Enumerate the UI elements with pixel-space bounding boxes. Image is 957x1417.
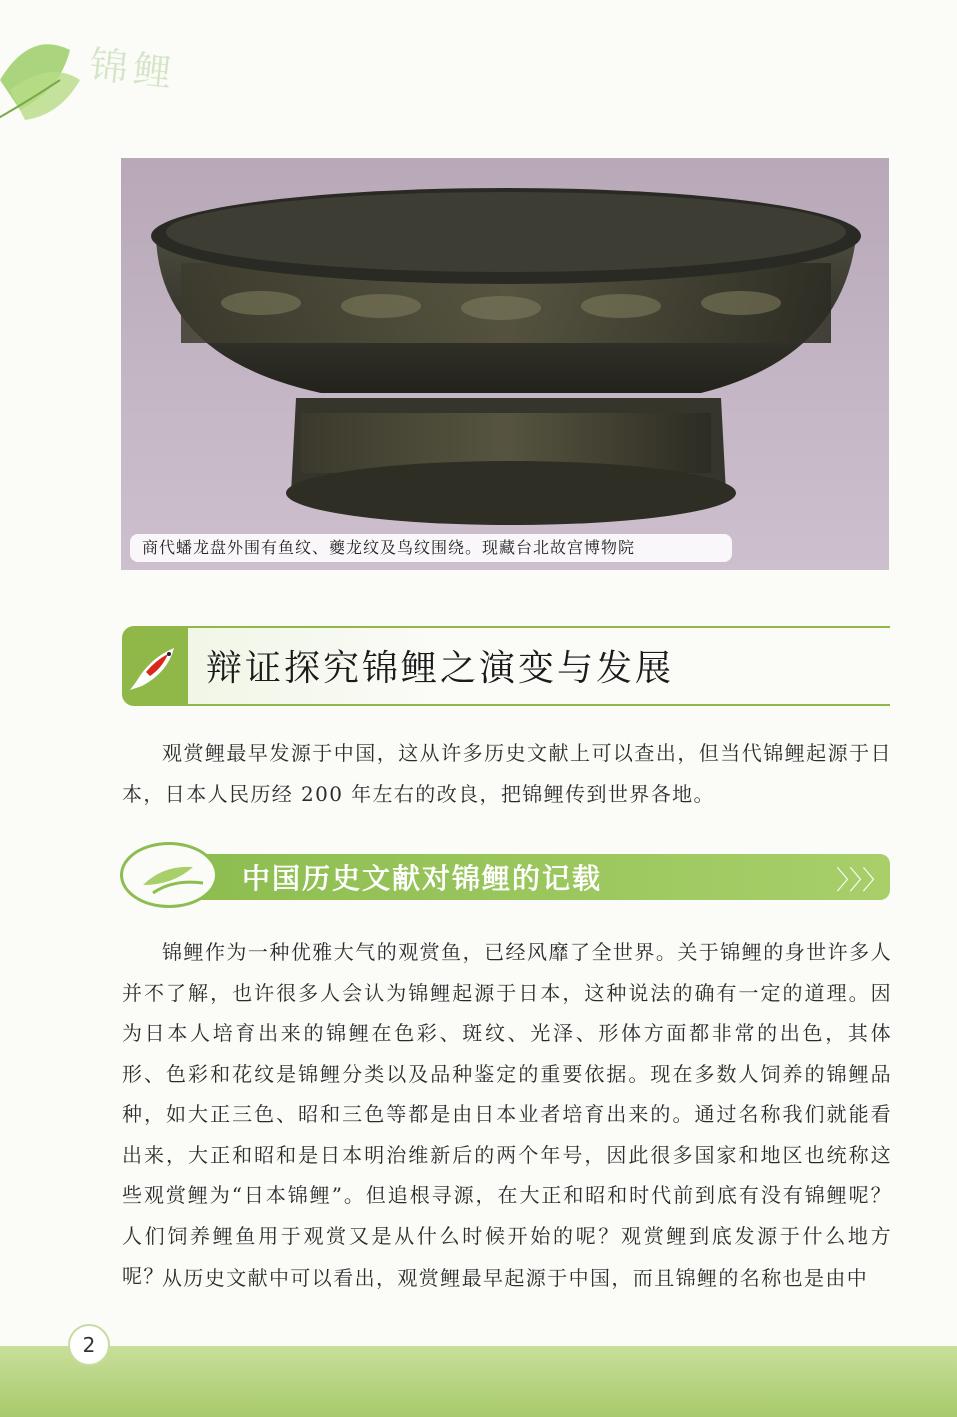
chevron-right-icon: 〉〉〉 [836,866,889,896]
intro-paragraph: 观赏鲤最早发源于中国，这从许多历史文献上可以查出，但当代锦鲤起源于日本，日本人民历经 200 年左右的改良，把锦鲤传到世界各地。 [122,741,892,806]
subsection-leaf-emblem [120,842,218,908]
running-header-title: 锦鲤 [87,42,180,96]
photo-caption: 商代蟠龙盘外围有鱼纹、夔龙纹及鸟纹围绕。现藏台北故宫博物院 [130,534,732,562]
footer-band [0,1346,957,1417]
body-paragraph: 从历史文献中可以看出，观赏鲤最早起源于中国，而且锦鲤的名称也是由中 [162,1266,869,1290]
subsection-title: 中国历史文献对锦鲤的记载 [242,862,603,895]
koi-fish-icon [128,638,184,694]
bronze-basin-photo [121,158,889,570]
koi-badge [122,626,188,706]
ginkgo-leaf-decoration [0,20,100,140]
body-paragraph: 锦鲤作为一种优雅大气的观赏鱼，已经风靡了全世界。关于锦鲤的身世许多人并不了解，也许很多人会认为锦鲤起源于日本，这种说法的确有一定的道理。因为日本人培育出来的锦鲤在色彩、斑纹、光泽、形体方面都非常的出色，其体形、色彩和花纹是锦鲤分类以及品种鉴定的重要依据。现在多数人饲养的锦鲤品种，如大正三色、昭和三色等都是由日本业者培育出来的。通过名称我们就能看出来，大正和昭和是日本明治维新后的两个年号，因此很多国家和地区也统称这些观赏鲤为“日本锦鲤”。但追根寻源，在大正和昭和时代前到底有没有锦鲤呢？人们饲养鲤鱼用于观赏又是从什么时候开始的呢？观赏鲤到底发源于什么地方呢？ [122,940,892,1288]
page-number: 2 [68,1324,110,1366]
section-title: 辩证探究锦鲤之演变与发展 [206,648,675,689]
